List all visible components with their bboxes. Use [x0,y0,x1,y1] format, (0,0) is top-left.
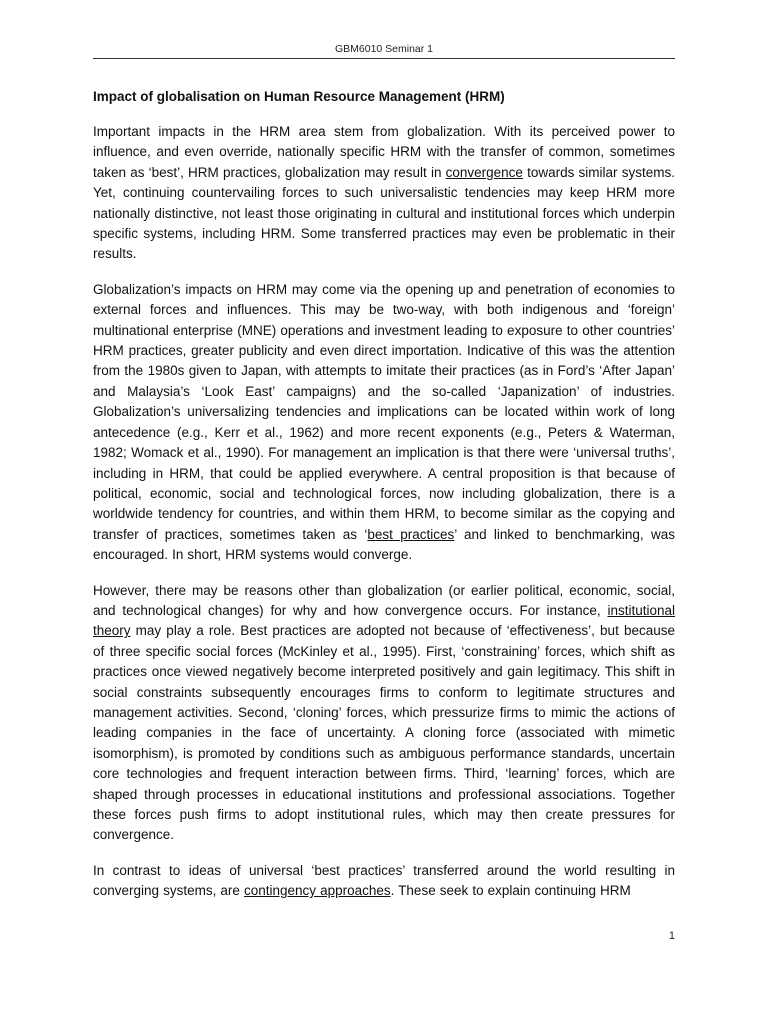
paragraph-text: towards similar systems. Yet, continuing countervailing forces to such universalistic tendencies may keep HRM more nationally distinctive, not least those originating in cultural and institutional forces which underpin specific systems, including HRM. Some transferred practices may even be problematic in their results. [93,164,675,262]
paragraph-text: . These seek to explain continuing HRM [390,883,631,899]
document-title: Impact of globalisation on Human Resource Management (HRM) [93,89,505,104]
paragraph-text: ’ and linked to benchmarking, was encouraged. In short, HRM systems would converge. [93,526,675,563]
paragraph-text: In contrast to ideas of universal ‘best practices’ transferred around the world resulting in converging systems, are [93,862,675,899]
paragraph-3 [93,581,675,846]
paragraph-2 [93,280,675,566]
term-convergence: convergence [445,164,523,180]
paragraph-4 [93,861,675,902]
term-best-practices: best practices [367,526,455,542]
header-rule [93,58,675,59]
paragraph-text: However, there may be reasons other than globalization (or earlier political, economic, social, and technological changes) for why and how convergence occurs. For instance, [93,582,675,618]
paragraph-text: Important impacts in the HRM area stem from globalization. With its perceived power to influence, and even override, nationally specific HRM with the transfer of common, sometimes taken as ‘best’, HRM practices, globalization may result in [93,124,675,180]
term-contingency-approaches: contingency approaches [243,883,391,899]
document-body [93,88,675,917]
running-header: GBM6010 Seminar 1 [334,43,434,55]
term-institutional-theory: institutional theory [93,602,675,639]
paragraph-1 [93,122,675,265]
paragraph-text: may play a role. Best practices are adopted not because of ‘effectiveness’, but because of three specific social forces (McKinley et al., 1995). First, ‘constraining’ forces, which shift as practices once viewed negatively become interpreted positively and gain legitimacy. This shift in social constraints subsequently encourages firms to conform to legitimate structures and management activities. Second, ‘cloning’ forces, which pressurize firms to mimic the actions of leading companies in the face of uncertainty. A cloning force (associated with mimetic isomorphism), is promoted by conditions such as ambiguous performance standards, uncertain core technologies and frequent interaction between firms. Third, ‘learning’ forces, which are shaped through processes in educational institutions and professional associations. Together these forces push firms to adopt institutional rules, which may then create pressures for convergence. [93,623,675,843]
page-number: 1 [668,930,675,942]
paragraph-text: Globalization’s impacts on HRM may come via the opening up and penetration of economies to external forces and influences. This may be two-way, with both indigenous and ‘foreign’ multinational enterprise (MNE) operations and investment leading to exposure to other countries’ HRM practices, greater publicity and even direct importation. Indicative of this was the attention from the 1980s given to Japan, with attempts to imitate their practices (as in Ford’s ‘After Japan’ and Malaysia’s ‘Look East’ campaigns) and the so-called ‘Japanization’ of industries. Globalization’s universalizing tendencies and implications can be located within work of long antecedence (e.g., Kerr et al., 1962) and more recent exponents (e.g., Peters & Waterman, 1982; Womack et al., 1990). For management an implication is that there were ‘universal truths’, including in HRM, that could be applied everywhere. A central proposition is that because of political, economic, social and technological forces, now including globalization, there is a worldwide tendency for countries, and within them HRM, to become similar as the copying and transfer of practices, sometimes taken as ‘ [93,281,675,542]
